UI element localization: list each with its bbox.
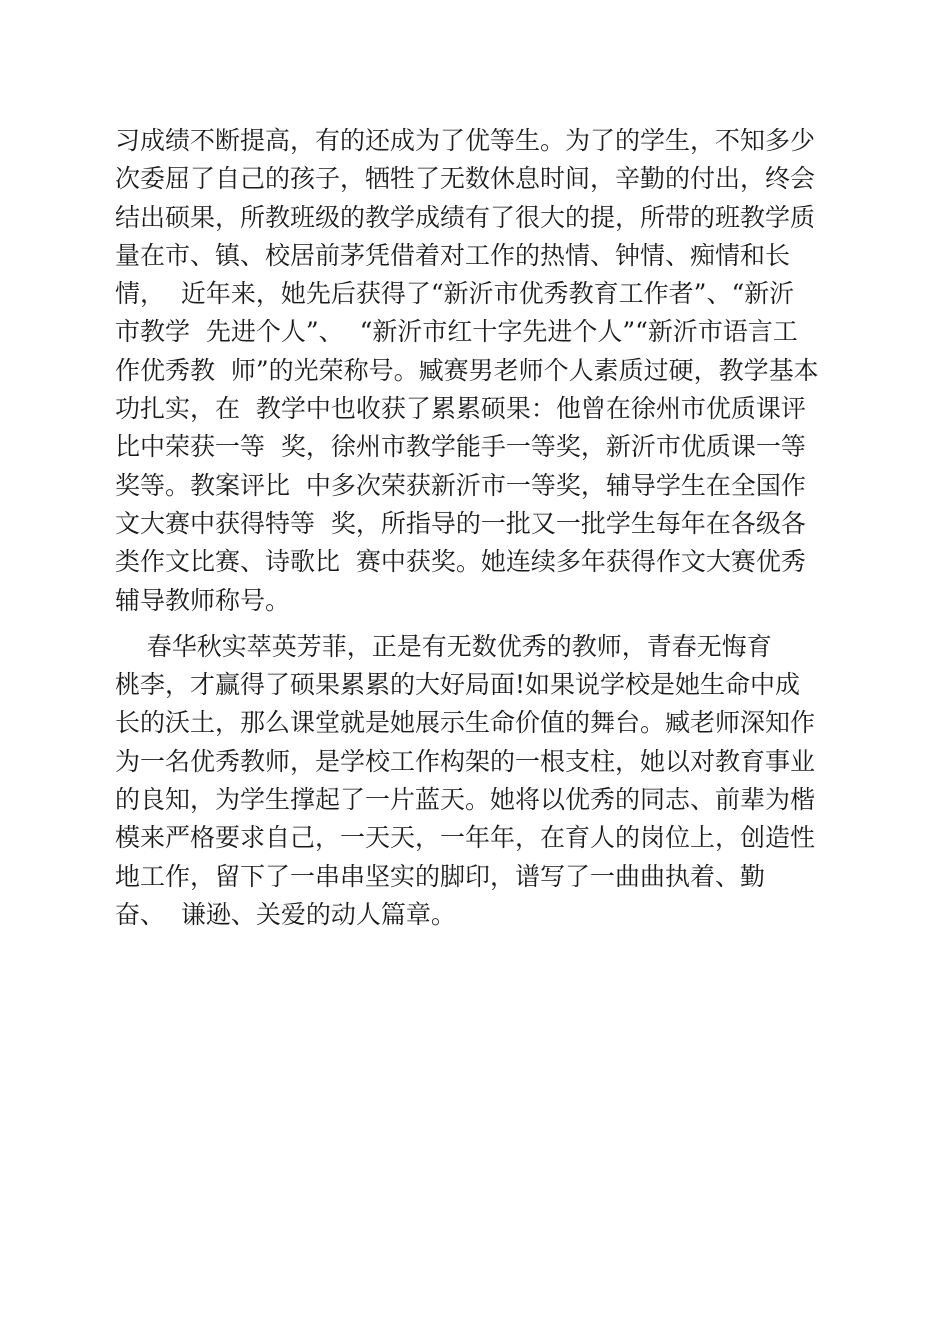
text-line: 春华秋实萃英芳菲，正是有无数优秀的教师，青春无悔育 bbox=[115, 631, 772, 661]
text-line: 为一名优秀教师，是学校工作构架的一根支柱，她以对教育事业 bbox=[115, 746, 816, 776]
text-line: 文大赛中获得特等 奖，所指导的一批又一批学生每年在各级各 bbox=[115, 508, 806, 538]
text-line: 桃李，才赢得了硕果累累的大好局面!如果说学校是她生命中成 bbox=[115, 670, 801, 700]
text-line: 辅导教师称号。 bbox=[115, 585, 291, 615]
text-line: 类作文比赛、诗歌比 赛中获奖。她连续多年获得作文大赛优秀 bbox=[115, 547, 806, 577]
text-line: 奋、 谦逊、关爱的动人篇章。 bbox=[115, 899, 456, 929]
text-line: 功扎实，在 教学中也收获了累累硕果：他曾在徐州市优质课评 bbox=[115, 394, 806, 424]
text-line: 市教学 先进个人”、 “新沂市红十字先进个人”“新沂市语言工 bbox=[115, 317, 798, 347]
text-line: 结出硕果，所教班级的教学成绩有了很大的提，所带的班教学质 bbox=[115, 202, 816, 232]
text-line: 次委屈了自己的孩子，牺牲了无数休息时间，辛勤的付出，终会 bbox=[115, 164, 816, 194]
paragraph-1 bbox=[115, 122, 845, 620]
text-line: 习成绩不断提高，有的还成为了优等生。为了的学生，不知多少 bbox=[115, 126, 816, 155]
text-line: 量在市、镇、校居前茅凭借着对工作的热情、钟情、痴情和长 bbox=[115, 240, 791, 270]
text-line: 的良知，为学生撑起了一片蓝天。她将以优秀的同志、前辈为楷 bbox=[115, 785, 816, 815]
text-line: 长的沃土，那么课堂就是她展示生命价值的舞台。臧老师深知作 bbox=[115, 708, 816, 738]
text-line: 模来严格要求自己，一天天，一年年，在育人的岗位上，创造性 bbox=[115, 823, 816, 853]
text-line: 奖等。教案评比 中多次荣获新沂市一等奖，辅导学生在全国作 bbox=[115, 470, 806, 500]
text-line: 比中荣获一等 奖，徐州市教学能手一等奖，新沂市优质课一等 bbox=[115, 432, 806, 462]
document-body bbox=[115, 122, 845, 934]
text-line: 地工作，留下了一串串坚实的脚印，谱写了一曲曲执着、勤 bbox=[115, 861, 766, 891]
text-line: 作优秀教 师”的光荣称号。臧赛男老师个人素质过硬，教学基本 bbox=[115, 355, 819, 385]
paragraph-spacer bbox=[115, 620, 845, 628]
text-line: 情， 近年来，她先后获得了“新沂市优秀教育工作者”、“新沂 bbox=[115, 279, 795, 309]
paragraph-2 bbox=[115, 628, 845, 934]
